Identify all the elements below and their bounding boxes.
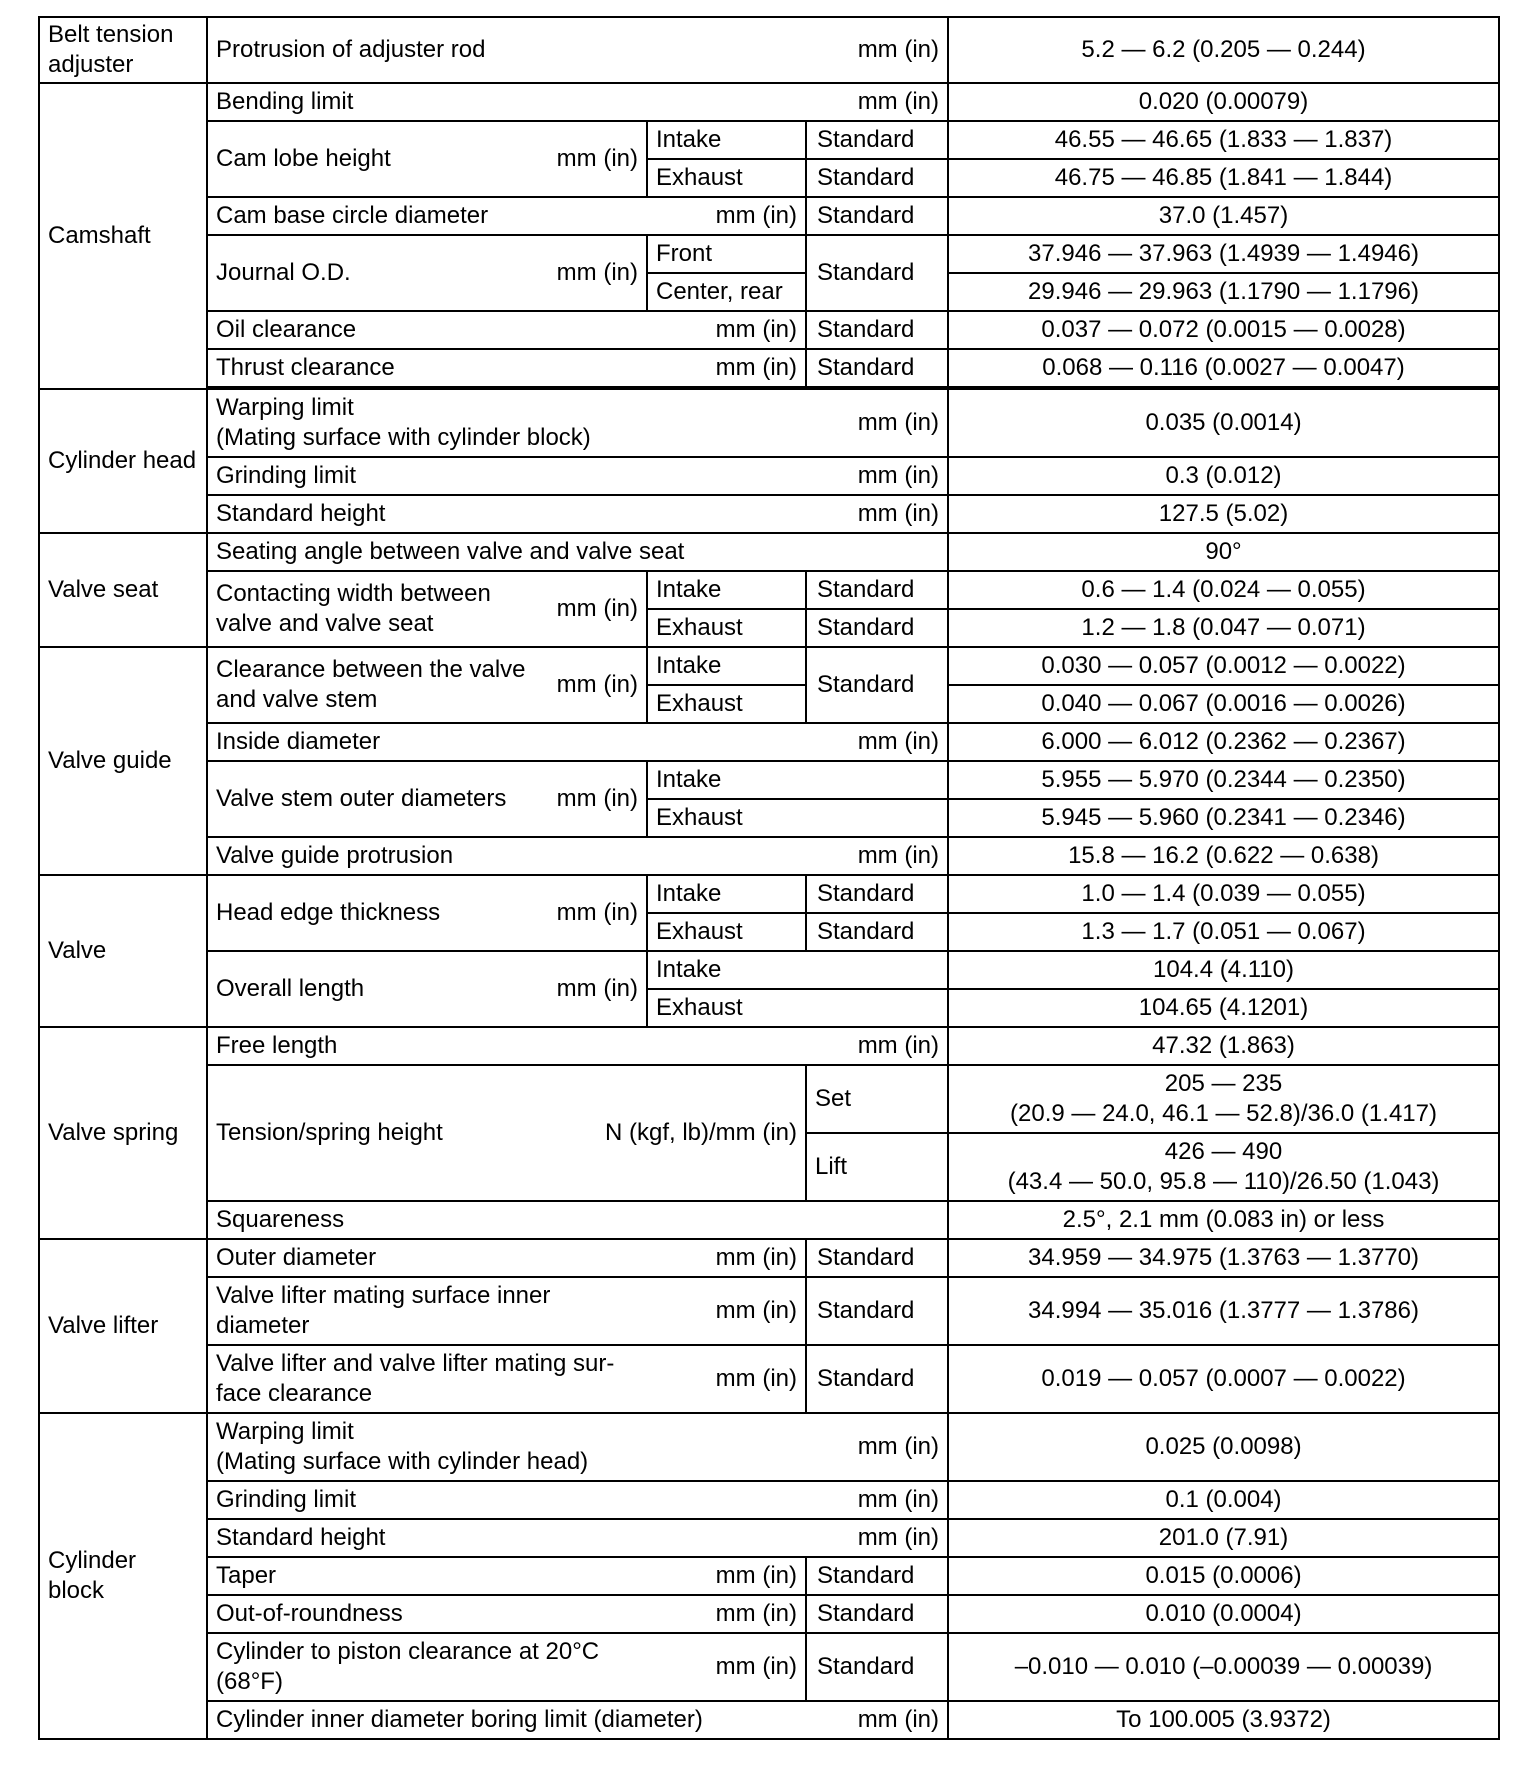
group-label: Valve spring: [39, 1027, 207, 1239]
condition-label: Standard: [806, 349, 948, 387]
spec-value: 0.3 (0.012): [948, 457, 1499, 495]
unit-label: mm (in): [715, 354, 797, 381]
spec-item: [207, 17, 948, 83]
group-label: Belt tension adjuster: [39, 17, 207, 83]
spec-item: [207, 761, 647, 837]
condition-label: Standard: [806, 121, 948, 159]
unit-label: mm (in): [857, 409, 940, 436]
group-label: Cylinder block: [39, 1413, 207, 1739]
spec-value: 0.025 (0.0098): [948, 1413, 1499, 1481]
spec-item: [207, 389, 948, 457]
group-label: Camshaft: [39, 83, 207, 389]
spec-item: [207, 647, 647, 723]
item-label: Standard height: [216, 500, 386, 527]
sub-label: Exhaust: [647, 159, 806, 197]
spec-value: 6.000 — 6.012 (0.2362 — 0.2367): [948, 723, 1499, 761]
item-label: Tension/spring height: [216, 1119, 443, 1146]
condition-label: Standard: [806, 571, 948, 609]
condition-label: Standard: [806, 609, 948, 647]
unit-label: mm (in): [857, 1706, 940, 1733]
condition-label: Standard: [806, 159, 948, 197]
spec-item: [207, 723, 948, 761]
spec-value: 0.068 — 0.116 (0.0027 — 0.0047): [948, 349, 1499, 387]
condition-label: Standard: [806, 647, 948, 723]
item-label: Valve stem outer diameters: [216, 785, 507, 812]
spec-value: 201.0 (7.91): [948, 1519, 1499, 1557]
condition-label: Standard: [806, 875, 948, 913]
item-label: Squareness: [207, 1201, 948, 1239]
spec-item: [207, 1519, 948, 1557]
item-label: Clearance between the valve and valve stem: [216, 656, 526, 713]
spec-item: [207, 1239, 806, 1277]
sub-label: Exhaust: [647, 989, 948, 1027]
unit-label: mm (in): [715, 1653, 797, 1680]
spec-item: [207, 457, 948, 495]
item-label: Overall length: [216, 975, 365, 1002]
spec-value: 37.946 — 37.963 (1.4939 — 1.4946): [948, 235, 1499, 273]
condition-label: Standard: [806, 235, 948, 311]
spec-value: 34.994 — 35.016 (1.3777 — 1.3786): [948, 1277, 1499, 1345]
unit-label: mm (in): [715, 316, 797, 343]
condition-label: Standard: [806, 1557, 948, 1595]
spec-item: [207, 1413, 948, 1481]
group-label: Valve guide: [39, 647, 207, 875]
unit-label: mm (in): [857, 1433, 940, 1460]
spec-value: 2.5°, 2.1 mm (0.083 in) or less: [948, 1201, 1499, 1239]
spec-item: [207, 349, 806, 387]
spec-item: [207, 121, 647, 197]
spec-value: 1.2 — 1.8 (0.047 — 0.071): [948, 609, 1499, 647]
spec-item: [207, 1481, 948, 1519]
spec-item: [207, 875, 647, 951]
spec-item: [207, 1065, 806, 1201]
item-label: Standard height: [216, 1524, 386, 1551]
group-label: Valve lifter: [39, 1239, 207, 1413]
condition-label: Standard: [806, 913, 948, 951]
spec-item: [207, 1277, 806, 1345]
group-label: Valve seat: [39, 533, 207, 647]
condition-label: Standard: [806, 1239, 948, 1277]
sub-label: Intake: [647, 761, 948, 799]
sub-label: Intake: [647, 647, 806, 685]
unit-label: mm (in): [715, 1244, 797, 1271]
spec-value: 1.0 — 1.4 (0.039 — 0.055): [948, 875, 1499, 913]
unit-label: mm (in): [857, 1486, 940, 1513]
spec-value: 0.040 — 0.067 (0.0016 — 0.0026): [948, 685, 1499, 723]
item-label: Contacting width between valve and valve seat: [216, 580, 491, 637]
spec-value: 104.65 (4.1201): [948, 989, 1499, 1027]
spec-value: 47.32 (1.863): [948, 1027, 1499, 1065]
unit-label: mm (in): [556, 595, 638, 622]
spec-item: [207, 837, 948, 875]
item-label: Inside diameter: [216, 728, 381, 755]
spec-value: 5.945 — 5.960 (0.2341 — 0.2346): [948, 799, 1499, 837]
item-label: Out-of-roundness: [216, 1600, 403, 1627]
spec-value: 5.2 — 6.2 (0.205 — 0.244): [948, 17, 1499, 83]
unit-label: mm (in): [715, 1297, 797, 1324]
item-label: Free length: [216, 1032, 338, 1059]
spec-value: 0.1 (0.004): [948, 1481, 1499, 1519]
item-label: Cylinder inner diameter boring limit (diameter): [216, 1706, 703, 1733]
unit-label: mm (in): [556, 785, 638, 812]
condition-label: Standard: [806, 311, 948, 349]
item-label: Warping limit (Mating surface with cylinder head): [216, 1418, 589, 1475]
spec-value: 127.5 (5.02): [948, 495, 1499, 533]
condition-label: Standard: [806, 1277, 948, 1345]
engine-specifications-table: [38, 16, 1500, 1740]
item-label: Head edge thickness: [216, 899, 441, 926]
spec-value: 0.015 (0.0006): [948, 1557, 1499, 1595]
spec-value: 0.037 — 0.072 (0.0015 — 0.0028): [948, 311, 1499, 349]
spec-item: [207, 1701, 948, 1739]
item-label: Seating angle between valve and valve seat: [207, 533, 948, 571]
item-label: Cam lobe height: [216, 145, 391, 172]
sub-label: Center, rear: [647, 273, 806, 311]
sub-label: Exhaust: [647, 913, 806, 951]
item-label: Warping limit (Mating surface with cylinder block): [216, 394, 591, 451]
item-label: Protrusion of adjuster rod: [216, 36, 486, 63]
spec-value: 34.959 — 34.975 (1.3763 — 1.3770): [948, 1239, 1499, 1277]
unit-label: mm (in): [857, 462, 940, 489]
spec-value: 0.019 — 0.057 (0.0007 — 0.0022): [948, 1345, 1499, 1413]
group-label: Cylinder head: [39, 389, 207, 533]
item-label: Cam base circle diameter: [216, 202, 489, 229]
unit-label: mm (in): [556, 899, 638, 926]
spec-item: [207, 1027, 948, 1065]
spec-item: [207, 495, 948, 533]
spec-value: 15.8 — 16.2 (0.622 — 0.638): [948, 837, 1499, 875]
unit-label: mm (in): [857, 36, 940, 63]
sub-label: Intake: [647, 121, 806, 159]
spec-value: –0.010 — 0.010 (–0.00039 — 0.00039): [948, 1633, 1499, 1701]
spec-item: [207, 951, 647, 1027]
spec-item: [207, 1595, 806, 1633]
spec-value: 205 — 235 (20.9 — 24.0, 46.1 — 52.8)/36.0 (1.417): [948, 1065, 1499, 1133]
spec-value: 0.035 (0.0014): [948, 389, 1499, 457]
unit-label: mm (in): [556, 975, 638, 1002]
item-label: Cylinder to piston clearance at 20°C (68°F): [216, 1638, 600, 1695]
unit-label: mm (in): [857, 88, 940, 115]
item-label: Valve guide protrusion: [216, 842, 454, 869]
spec-item: [207, 311, 806, 349]
spec-value: 0.6 — 1.4 (0.024 — 0.055): [948, 571, 1499, 609]
spec-item: [207, 571, 647, 647]
sub-label: Exhaust: [647, 799, 948, 837]
spec-value: 46.55 — 46.65 (1.833 — 1.837): [948, 121, 1499, 159]
unit-label: mm (in): [857, 1524, 940, 1551]
spec-value: 5.955 — 5.970 (0.2344 — 0.2350): [948, 761, 1499, 799]
condition-label: Standard: [806, 197, 948, 235]
item-label: Valve lifter and valve lifter mating sur-face clearance: [216, 1350, 615, 1407]
item-label: Grinding limit: [216, 1486, 357, 1513]
group-label: Valve: [39, 875, 207, 1027]
sub-label: Set: [806, 1065, 948, 1133]
spec-value: 1.3 — 1.7 (0.051 — 0.067): [948, 913, 1499, 951]
unit-label: N (kgf, lb)/mm (in): [605, 1119, 797, 1146]
spec-value: 29.946 — 29.963 (1.1790 — 1.1796): [948, 273, 1499, 311]
item-label: Taper: [216, 1562, 277, 1589]
sub-label: Intake: [647, 875, 806, 913]
item-label: Bending limit: [216, 88, 354, 115]
spec-value: 0.030 — 0.057 (0.0012 — 0.0022): [948, 647, 1499, 685]
sub-label: Exhaust: [647, 609, 806, 647]
spec-value: 0.020 (0.00079): [948, 83, 1499, 121]
sub-label: Intake: [647, 571, 806, 609]
sub-label: Exhaust: [647, 685, 806, 723]
spec-item: [207, 1633, 806, 1701]
unit-label: mm (in): [556, 259, 638, 286]
item-label: Grinding limit: [216, 462, 357, 489]
spec-value: 37.0 (1.457): [948, 197, 1499, 235]
spec-value: 90°: [948, 533, 1499, 571]
spec-item: [207, 235, 647, 311]
spec-item: [207, 197, 806, 235]
unit-label: mm (in): [715, 1562, 797, 1589]
spec-value: To 100.005 (3.9372): [948, 1701, 1499, 1739]
condition-label: Standard: [806, 1595, 948, 1633]
unit-label: mm (in): [857, 842, 940, 869]
unit-label: mm (in): [715, 1600, 797, 1627]
unit-label: mm (in): [715, 202, 797, 229]
unit-label: mm (in): [556, 671, 638, 698]
spec-value: 104.4 (4.110): [948, 951, 1499, 989]
sub-label: Lift: [806, 1133, 948, 1201]
sub-label: Front: [647, 235, 806, 273]
condition-label: Standard: [806, 1633, 948, 1701]
unit-label: mm (in): [857, 728, 940, 755]
condition-label: Standard: [806, 1345, 948, 1413]
spec-item: [207, 1345, 806, 1413]
spec-value: 426 — 490 (43.4 — 50.0, 95.8 — 110)/26.50 (1.043): [948, 1133, 1499, 1201]
unit-label: mm (in): [556, 145, 638, 172]
spec-item: [207, 1557, 806, 1595]
spec-value: 0.010 (0.0004): [948, 1595, 1499, 1633]
unit-label: mm (in): [715, 1365, 797, 1392]
spec-item: [207, 83, 948, 121]
item-label: Thrust clearance: [216, 354, 395, 381]
sub-label: Intake: [647, 951, 948, 989]
spec-value: 46.75 — 46.85 (1.841 — 1.844): [948, 159, 1499, 197]
item-label: Journal O.D.: [216, 259, 351, 286]
item-label: Valve lifter mating surface inner diameter: [216, 1282, 551, 1339]
item-label: Oil clearance: [216, 316, 357, 343]
unit-label: mm (in): [857, 500, 940, 527]
item-label: Outer diameter: [216, 1244, 377, 1271]
unit-label: mm (in): [857, 1032, 940, 1059]
